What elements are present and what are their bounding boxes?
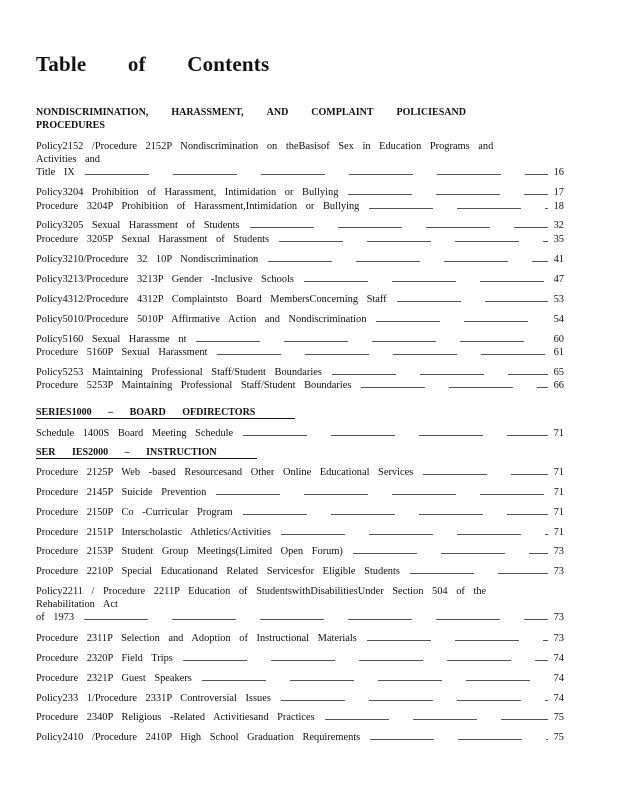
- toc-entry[interactable]: [36, 233, 564, 246]
- toc-page-number: 74: [553, 693, 564, 704]
- toc-leader-line: [369, 201, 548, 209]
- toc-entry-title: Rehabilitation Act: [36, 599, 118, 610]
- toc-leader-line: [423, 467, 548, 475]
- toc-entry-title: Procedure 2151P Interscholastic Athletics/Activities: [36, 527, 271, 538]
- toc-leader-line: [268, 254, 548, 262]
- toc-entry[interactable]: [36, 692, 564, 705]
- toc-page-number: 71: [553, 487, 564, 498]
- heading-line2: PROCEDURES: [36, 120, 105, 131]
- toc-entry-title: Policy4312/Procedure 4312P Complaintsto Board MembersConcerning Staff: [36, 294, 387, 305]
- toc-leader-line: [281, 527, 548, 535]
- toc-entry-title: Procedure 5253P Maintaining Professional Staff/Student Boundaries: [36, 380, 352, 391]
- toc-page-number: 73: [553, 566, 564, 577]
- heading-part: AND: [266, 107, 289, 118]
- toc-page-number: 66: [553, 380, 564, 391]
- toc-entry-title: Policy3204 Prohibition of Harassment, Intimidation or Bullying: [36, 187, 339, 198]
- toc-entry[interactable]: [36, 632, 564, 645]
- toc-page-number: 65: [553, 367, 564, 378]
- toc-entry[interactable]: [36, 346, 564, 359]
- toc-leader-line: [279, 234, 548, 242]
- toc-entry[interactable]: [36, 466, 564, 479]
- heading-part: HARASSMENT,: [171, 107, 244, 118]
- toc-entry-title: Policy2410 /Procedure 2410P High School Graduation Requirements: [36, 732, 361, 743]
- toc-entry[interactable]: [36, 153, 554, 166]
- toc-entry-title: Policy3205 Sexual Harassment of Students: [36, 220, 240, 231]
- toc-entry[interactable]: [36, 565, 564, 578]
- toc-page-number: 53: [553, 294, 564, 305]
- toc-page-number: 73: [553, 633, 564, 644]
- toc-page-number: 41: [553, 254, 564, 265]
- toc-page-number: 35: [553, 234, 564, 245]
- toc-leader-line: [250, 220, 548, 228]
- toc-entry[interactable]: [36, 253, 564, 266]
- toc-entry-title: Procedure 2150P Co -Curricular Program: [36, 507, 233, 518]
- toc-entry[interactable]: [36, 293, 564, 306]
- toc-leader-line: [243, 507, 548, 515]
- toc-leader-line: [348, 187, 548, 195]
- toc-page-number: 18: [553, 201, 564, 212]
- toc-leader-line: [202, 673, 548, 681]
- toc-leader-line: [325, 712, 548, 720]
- toc-page-number: 74: [553, 673, 564, 684]
- toc-entry-title: Procedure 2340P Religious -Related Activitiesand Practices: [36, 712, 315, 723]
- toc-entry[interactable]: [36, 585, 554, 598]
- toc-leader-line: [332, 367, 548, 375]
- toc-page-number: 71: [553, 507, 564, 518]
- toc-page-number: 75: [553, 732, 564, 743]
- heading-part: POLICIESAND: [396, 107, 466, 118]
- toc-entry-title: Activities and: [36, 154, 101, 165]
- toc-entry-title: Schedule 1400S Board Meeting Schedule: [36, 428, 234, 439]
- toc-entry[interactable]: [36, 506, 564, 519]
- toc-leader-line: [304, 274, 548, 282]
- toc-entry[interactable]: [36, 611, 564, 624]
- toc-entry[interactable]: [36, 711, 564, 724]
- toc-entry[interactable]: [36, 333, 564, 346]
- toc-entry-title: Policy5160 Sexual Harassme nt: [36, 334, 187, 345]
- toc-entry-title: Procedure 2321P Guest Speakers: [36, 673, 192, 684]
- toc-entry[interactable]: [36, 672, 564, 685]
- toc-entry-title: Policy5253 Maintaining Professional Staff/Student Boundaries: [36, 367, 322, 378]
- toc-leader-line: [353, 546, 548, 554]
- toc-page-number: 74: [553, 653, 564, 664]
- toc-entry-title: Policy3210/Procedure 32 10P Nondiscrimination: [36, 254, 259, 265]
- toc-entry[interactable]: [36, 273, 564, 286]
- toc-page-number: 71: [553, 467, 564, 478]
- toc-page-number: 71: [553, 527, 564, 538]
- toc-leader-line: [84, 612, 548, 620]
- toc-leader-line: [367, 633, 548, 641]
- toc-entry[interactable]: [36, 219, 564, 232]
- toc-leader-line: [410, 566, 548, 574]
- toc-entry-title: Title IX: [36, 167, 75, 178]
- toc-leader-line: [196, 334, 548, 342]
- toc-leader-line: [217, 347, 548, 355]
- toc-entry-title: Procedure 2153P Student Group Meetings(Limited Open Forum): [36, 546, 343, 557]
- toc-entry[interactable]: [36, 526, 564, 539]
- toc-leader-line: [281, 693, 548, 701]
- toc-page-number: 61: [553, 347, 564, 358]
- toc-page-number: 16: [553, 167, 564, 178]
- toc-entry-title: Procedure 3205P Sexual Harassment of Students: [36, 234, 270, 245]
- toc-leader-line: [361, 380, 548, 388]
- toc-leader-line: [183, 653, 548, 661]
- page-title: Table of Contents: [36, 52, 270, 76]
- section-heading-series2000: SER IES2000 – INSTRUCTION: [36, 447, 257, 459]
- toc-entry-title: Procedure 2210P Special Educationand Related Servicesfor Eligible Students: [36, 566, 400, 577]
- toc-leader-line: [243, 428, 548, 436]
- toc-page-number: 73: [553, 546, 564, 557]
- toc-page-number: 75: [553, 712, 564, 723]
- toc-entry[interactable]: [36, 200, 564, 213]
- toc-page-number: 32: [553, 220, 564, 231]
- toc-entry-title: Policy3213/Procedure 3213P Gender -Inclusive Schools: [36, 274, 294, 285]
- toc-page-number: 54: [553, 314, 564, 325]
- heading-part: COMPLAINT: [311, 107, 374, 118]
- toc-entry[interactable]: [36, 186, 564, 199]
- toc-entry-title: Policy5010/Procedure 5010P Affirmative Action and Nondiscrimination: [36, 314, 367, 325]
- toc-page-number: 60: [553, 334, 564, 345]
- toc-entry[interactable]: [36, 166, 564, 179]
- heading-part: NONDISCRIMINATION,: [36, 107, 149, 118]
- toc-entry-title: Procedure 2145P Suicide Prevention: [36, 487, 207, 498]
- toc-entry[interactable]: [36, 598, 554, 611]
- toc-entry[interactable]: [36, 366, 564, 379]
- toc-entry-title: Procedure 5160P Sexual Harassment: [36, 347, 208, 358]
- toc-entry-title: Policy2152 /Procedure 2152P Nondiscrimination on theBasisof Sex in Education Programs and: [36, 141, 494, 152]
- toc-entry[interactable]: [36, 652, 564, 665]
- toc-page-number: 17: [553, 187, 564, 198]
- toc-leader-line: [376, 314, 548, 322]
- toc-entry[interactable]: [36, 313, 564, 326]
- toc-entry-title: Procedure 2125P Web -based Resourcesand Other Online Educational Services: [36, 467, 414, 478]
- toc-entry-title: Procedure 3204P Prohibition of Harassment,Intimidation or Bullying: [36, 201, 360, 212]
- section-heading-nondiscrimination: [36, 106, 554, 132]
- toc-entry[interactable]: [36, 486, 564, 499]
- toc-entry[interactable]: [36, 140, 554, 153]
- toc-leader-line: [85, 167, 548, 175]
- section-heading-series1000: SERIES1000 – BOARD OFDIRECTORS: [36, 407, 295, 419]
- toc-leader-line: [397, 294, 548, 302]
- toc-leader-line: [216, 487, 548, 495]
- toc-entry[interactable]: [36, 379, 564, 392]
- toc-entry-title: Policy2211 / Procedure 2211P Education of StudentswithDisabilitiesUnder Section 504 of the: [36, 586, 487, 597]
- toc-entry-title: Procedure 2311P Selection and Adoption of Instructional Materials: [36, 633, 357, 644]
- toc-entry[interactable]: [36, 731, 564, 744]
- toc-entry[interactable]: [36, 545, 564, 558]
- toc-page-number: 71: [553, 428, 564, 439]
- toc-entry-title: Procedure 2320P Field Trips: [36, 653, 173, 664]
- toc-entry[interactable]: [36, 427, 564, 440]
- toc-leader-line: [370, 732, 548, 740]
- toc-page-number: 73: [553, 612, 564, 623]
- toc-entry-title: of 1973: [36, 612, 75, 623]
- toc-page-number: 47: [553, 274, 564, 285]
- toc-entry-title: Policy233 1/Procedure 2331P Controversial Issues: [36, 693, 271, 704]
